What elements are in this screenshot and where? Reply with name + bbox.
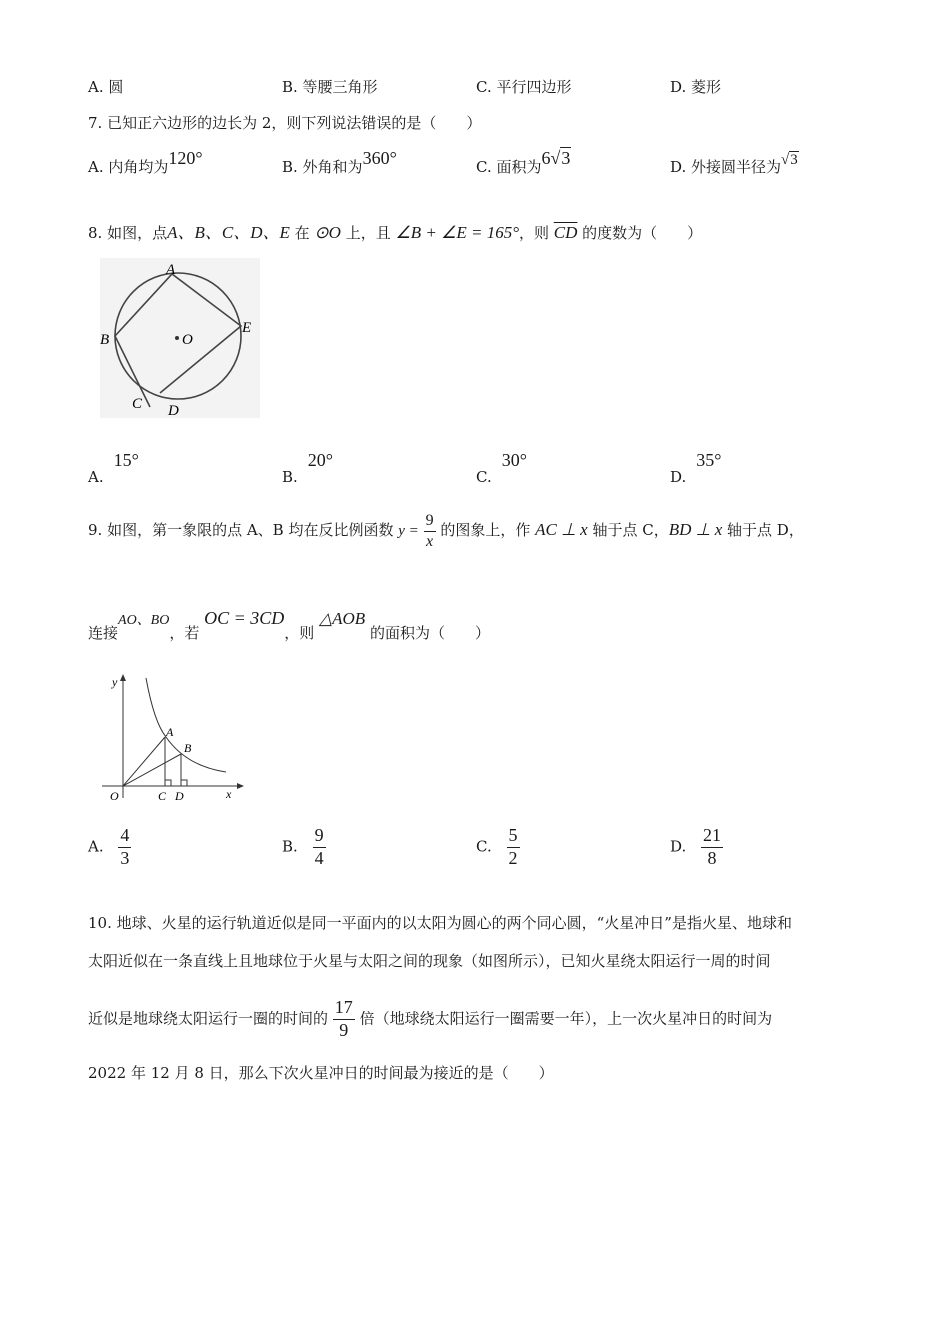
q9-c-num: 5 bbox=[507, 826, 520, 848]
q9-condition: OC = 3CD bbox=[204, 608, 285, 628]
q7-b-math: 360° bbox=[362, 148, 397, 168]
q9-b-label: B. bbox=[282, 837, 298, 856]
q8-label-o: O bbox=[182, 332, 193, 348]
q6-option-b[interactable]: B. 等腰三角形 bbox=[282, 78, 378, 96]
q7-option-b[interactable] bbox=[282, 148, 397, 177]
q7-c-math: 6√3 bbox=[541, 148, 571, 168]
q8-b-val: 20° bbox=[307, 450, 333, 470]
q8-stem-mid3: ，则 bbox=[519, 224, 554, 242]
q9-func-frac bbox=[424, 512, 436, 550]
q9-b-den: 4 bbox=[314, 847, 324, 868]
q9-a-num: 4 bbox=[118, 826, 131, 848]
q7-c-rad: 3 bbox=[561, 148, 571, 168]
q9-c-den: 2 bbox=[508, 847, 518, 868]
q9-option-d[interactable] bbox=[670, 826, 723, 869]
q8-figure bbox=[100, 258, 260, 418]
q8-label-e: E bbox=[242, 320, 252, 336]
q9-option-c[interactable] bbox=[476, 826, 520, 869]
q8-label-a: A bbox=[166, 262, 176, 278]
q9-stem-post: 轴于点 D， bbox=[722, 521, 804, 540]
q7-c-text: C. 面积为 bbox=[476, 158, 542, 176]
q9-line2-post: 的面积为（ ） bbox=[365, 624, 490, 642]
q9-d-label: D. bbox=[670, 837, 687, 856]
q9-option-b[interactable] bbox=[282, 826, 326, 869]
q10-line4: 2022 年 12 月 8 日，那么下次火星冲日的时间最为接近的是（ ） bbox=[88, 1064, 554, 1082]
q10-frac-num: 17 bbox=[333, 998, 355, 1020]
q9-label-o: O bbox=[110, 789, 119, 803]
q8-angle-expr: ∠B + ∠E = 165° bbox=[395, 223, 519, 242]
q8-stem-mid2: 上，且 bbox=[340, 224, 396, 242]
q9-d-den: 8 bbox=[707, 847, 717, 868]
q9-line2-pre: 连接 bbox=[88, 624, 119, 642]
q8-figure-background bbox=[100, 258, 260, 418]
q9-ac-expr: AC ⊥ x bbox=[535, 520, 588, 540]
q8-stem bbox=[88, 218, 702, 243]
q9-right-angle-d bbox=[181, 780, 187, 786]
q9-label-x: x bbox=[226, 787, 232, 801]
q9-label-a: A bbox=[166, 725, 174, 739]
q9-segment-bo bbox=[123, 754, 181, 786]
q7-a-math: 120° bbox=[168, 148, 203, 168]
q7-stem: 7. 已知正六边形的边长为 2，则下列说法错误的是（ ） bbox=[88, 114, 482, 132]
q9-figure bbox=[98, 670, 248, 804]
q9-c-frac bbox=[507, 826, 520, 869]
q7-option-a[interactable] bbox=[88, 148, 203, 177]
q10-line3 bbox=[88, 998, 772, 1041]
q10-frac-den: 9 bbox=[339, 1019, 349, 1040]
q7-a-text: A. 内角均为 bbox=[88, 158, 169, 176]
q8-label-d: D bbox=[168, 403, 179, 418]
q8-stem-mid1: 在 bbox=[289, 224, 315, 242]
q9-hyperbola bbox=[146, 678, 226, 772]
q9-stem-mid: 的图象上，作 bbox=[440, 521, 536, 540]
q9-stem-pre: 9. 如图，第一象限的点 A、B 均在反比例函数 bbox=[88, 521, 394, 540]
q8-c-label: C. bbox=[476, 468, 492, 486]
q9-d-frac bbox=[701, 826, 723, 869]
q7-option-c[interactable] bbox=[476, 148, 571, 177]
q9-label-c: C bbox=[158, 789, 167, 803]
q10-frac bbox=[333, 998, 355, 1041]
q8-circle: ⊙O bbox=[314, 223, 341, 242]
q10-line2: 太阳近似在一条直线上且地球位于火星与太阳之间的现象（如图所示），已知火星绕太阳运行一周的时间 bbox=[88, 952, 771, 970]
q8-label-c: C bbox=[132, 396, 143, 412]
q9-bd-expr: BD ⊥ x bbox=[668, 520, 723, 540]
q7-d-rad: 3 bbox=[790, 152, 798, 168]
q9-func-den: x bbox=[426, 532, 434, 550]
q9-b-frac bbox=[313, 826, 326, 869]
q10-line3-pre: 近似是地球绕太阳运行一圈的时间的 bbox=[88, 1009, 329, 1028]
q6-option-c[interactable]: C. 平行四边形 bbox=[476, 78, 572, 96]
q10-line1: 10. 地球、火星的运行轨道近似是同一平面内的以太阳为圆心的两个同心圆，“火星冲日”是指火星、地球和 bbox=[88, 914, 792, 932]
q8-a-val: 15° bbox=[113, 450, 139, 470]
q9-segments: AO、BO bbox=[118, 613, 170, 628]
q8-c-val: 30° bbox=[501, 450, 527, 470]
q8-stem-pre: 8. 如图，点 bbox=[88, 224, 168, 242]
q7-b-text: B. 外角和为 bbox=[282, 158, 363, 176]
q8-label-b: B bbox=[100, 332, 110, 348]
q9-c-label: C. bbox=[476, 837, 492, 856]
q6-option-d[interactable]: D. 菱形 bbox=[670, 78, 722, 96]
q8-option-c[interactable] bbox=[476, 450, 527, 486]
q10-line3-post: 倍（地球绕太阳运行一圈需要一年），上一次火星冲日的时间为 bbox=[359, 1009, 773, 1028]
q9-x-arrow bbox=[237, 783, 244, 789]
q8-arc: $\overline{CD}$ bbox=[553, 223, 578, 242]
q9-func-num: 9 bbox=[424, 512, 436, 532]
q9-label-b: B bbox=[184, 741, 192, 755]
q8-b-label: B. bbox=[282, 468, 298, 486]
q9-label-d: D bbox=[175, 789, 184, 803]
q7-option-d[interactable] bbox=[670, 152, 799, 177]
q9-func-lhs: y = bbox=[398, 523, 419, 540]
q7-d-text: D. 外接圆半径为 bbox=[670, 158, 782, 176]
q6-option-a[interactable]: A. 圆 bbox=[88, 78, 124, 96]
q9-a-label: A. bbox=[88, 837, 104, 856]
q9-line2-mid: ，若 bbox=[169, 624, 205, 642]
q8-d-val: 35° bbox=[696, 450, 722, 470]
q9-triangle: △AOB bbox=[319, 609, 366, 628]
q9-stem bbox=[88, 512, 804, 550]
q8-center-dot bbox=[175, 336, 179, 340]
q8-points: A、B、C、D、E bbox=[167, 223, 290, 242]
q8-a-label: A. bbox=[88, 468, 104, 486]
q9-a-den: 3 bbox=[120, 847, 130, 868]
q9-option-a[interactable] bbox=[88, 826, 131, 869]
q9-line2 bbox=[88, 608, 490, 642]
q8-option-b[interactable] bbox=[282, 450, 333, 486]
q9-segment-ao bbox=[123, 737, 165, 786]
q9-a-frac bbox=[118, 826, 131, 869]
q7-d-math: √3 bbox=[781, 152, 798, 168]
q8-stem-post: 的度数为（ ） bbox=[577, 224, 703, 242]
q8-option-d[interactable] bbox=[670, 450, 722, 486]
q8-option-a[interactable] bbox=[88, 450, 139, 486]
q9-d-num: 21 bbox=[701, 826, 723, 848]
q9-stem-mid2: 轴于点 C， bbox=[587, 521, 669, 540]
q8-d-label: D. bbox=[670, 468, 687, 486]
q9-b-num: 9 bbox=[313, 826, 326, 848]
q9-right-angle-c bbox=[165, 780, 171, 786]
q7-c-coef: 6 bbox=[541, 148, 551, 168]
q9-label-y: y bbox=[112, 675, 118, 689]
q9-line2-mid2: ，则 bbox=[284, 624, 320, 642]
q9-y-arrow bbox=[120, 674, 126, 681]
